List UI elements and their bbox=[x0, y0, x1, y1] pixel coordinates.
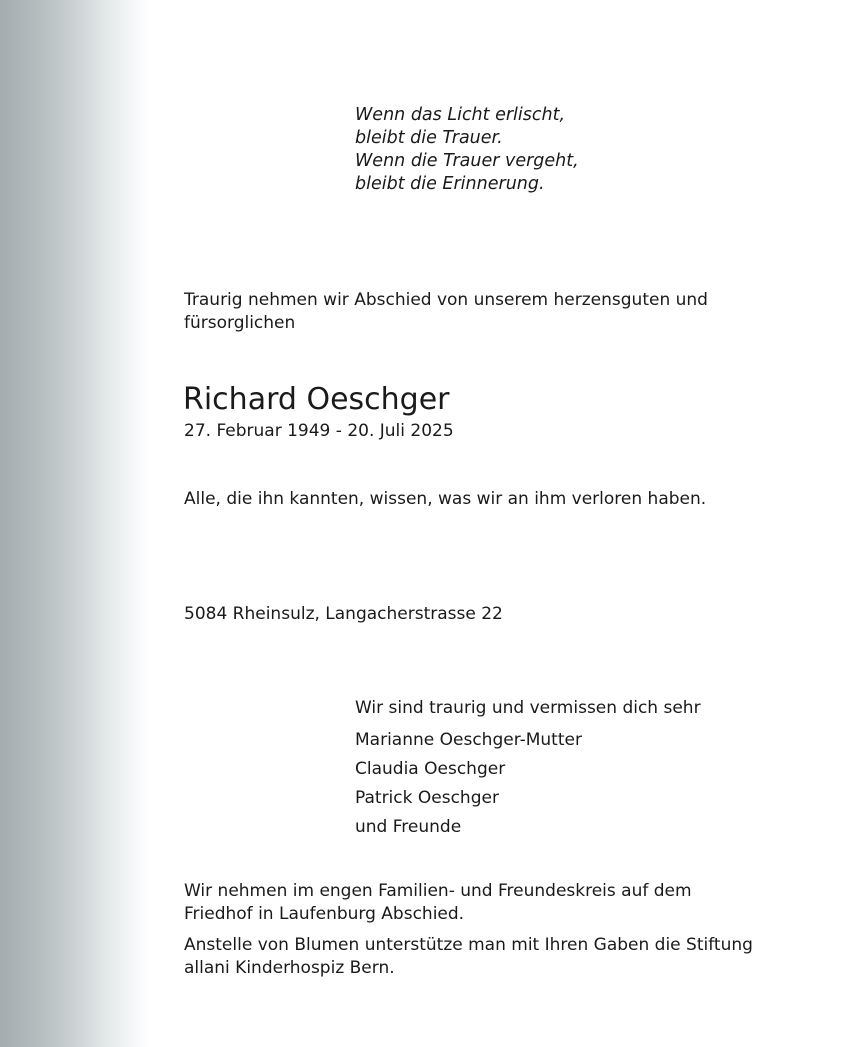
farewell-intro bbox=[184, 289, 708, 335]
remembrance-quote: Alle, die ihn kannten, wissen, was wir an ihm verloren haben. bbox=[184, 489, 707, 509]
family-address: 5084 Rheinsulz, Langacherstrasse 22 bbox=[184, 604, 503, 624]
poem-line: bleibt die Erinnerung. bbox=[355, 174, 545, 194]
deceased-name: Richard Oeschger bbox=[183, 382, 450, 417]
donation-line: allani Kinderhospiz Bern. bbox=[184, 958, 395, 978]
donation-line: Anstelle von Blumen unterstütze man mit Ihren Gaben die Stiftung bbox=[184, 935, 753, 955]
mourners-heading: Wir sind traurig und vermissen dich sehr bbox=[355, 698, 701, 718]
mourner-name: Patrick Oeschger bbox=[355, 788, 499, 808]
memorial-poem bbox=[355, 104, 579, 196]
mourner-name: Claudia Oeschger bbox=[355, 759, 506, 779]
decorative-side-band bbox=[0, 0, 150, 1047]
life-dates: 27. Februar 1949 - 20. Juli 2025 bbox=[184, 421, 454, 441]
donation-notice bbox=[184, 934, 753, 980]
poem-line: Wenn das Licht erlischt, bbox=[355, 105, 566, 125]
poem-line: bleibt die Trauer. bbox=[355, 128, 503, 148]
funeral-notice bbox=[184, 880, 692, 926]
mourners-block bbox=[355, 694, 701, 842]
funeral-line: Wir nehmen im engen Familien- und Freundeskreis auf dem bbox=[184, 881, 692, 901]
intro-line: Traurig nehmen wir Abschied von unserem herzensguten und bbox=[184, 290, 708, 310]
mourner-name: Marianne Oeschger-Mutter bbox=[355, 730, 582, 750]
mourner-name: und Freunde bbox=[355, 817, 462, 837]
poem-line: Wenn die Trauer vergeht, bbox=[355, 151, 579, 171]
intro-line: fürsorglichen bbox=[184, 313, 296, 333]
funeral-line: Friedhof in Laufenburg Abschied. bbox=[184, 904, 465, 924]
